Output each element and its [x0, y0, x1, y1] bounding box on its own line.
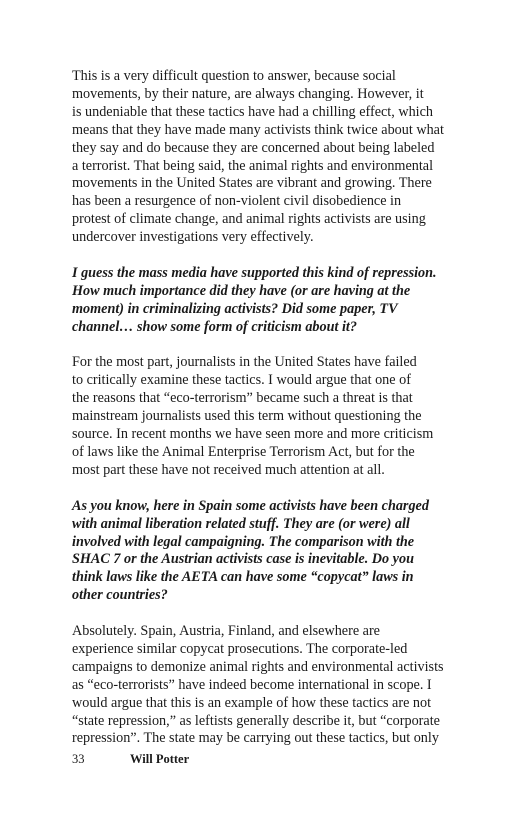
text-line: as “eco-terrorists” have indeed become international in scope. I [72, 676, 432, 693]
text-line: channel… show some form of criticism about it? [72, 318, 357, 335]
text-line: experience similar copycat prosecutions. The corporate-led [72, 640, 408, 657]
question-paragraph [72, 498, 462, 605]
text-line: they say and do because they are concerned about being labeled [72, 139, 435, 156]
text-line: has been a resurgence of non-violent civil disobedience in [72, 193, 402, 210]
text-line: protest of climate change, and animal rights activists are using [72, 211, 426, 228]
text-line: think laws like the AETA can have some “copycat” laws in [72, 569, 414, 586]
text-line: For the most part, journalists in the United States have failed [72, 354, 417, 371]
answer-paragraph [72, 623, 462, 748]
text-line: Absolutely. Spain, Austria, Finland, and elsewhere are [72, 623, 380, 640]
text-line: As you know, here in Spain some activists have been charged [72, 497, 429, 514]
text-line: SHAC 7 or the Austrian activists case is inevitable. Do you [72, 551, 414, 568]
text-line: campaigns to demonize animal rights and environmental activists [72, 658, 444, 675]
text-line: source. In recent months we have seen more and more criticism [72, 426, 434, 443]
author-name: Will Potter [130, 752, 190, 766]
text-line: movements, by their nature, are always changing. However, it [72, 85, 424, 102]
text-line: “state repression,” as leftists generally describe it, but “corporate [72, 712, 440, 729]
text-line: involved with legal campaigning. The comparison with the [72, 533, 415, 550]
text-line: to critically examine these tactics. I would argue that one of [72, 372, 411, 389]
text-line: How much importance did they have (or are having at the [72, 282, 411, 299]
text-line: would argue that this is an example of how these tactics are not [72, 694, 432, 711]
page-number: 33 [72, 752, 85, 766]
text-line: movements in the United States are vibrant and growing. There [72, 175, 432, 192]
text-line: the reasons that “eco-terrorism” became such a threat is that [72, 390, 413, 407]
text-line: undercover investigations very effectively. [72, 229, 314, 246]
text-line: is undeniable that these tactics have had a chilling effect, which [72, 103, 433, 120]
text-line: most part these have not received much attention at all. [72, 461, 385, 478]
text-line: I guess the mass media have supported this kind of repression. [72, 264, 437, 281]
page-body [72, 68, 462, 748]
text-line: repression”. The state may be carrying out these tactics, but only [72, 730, 439, 747]
question-paragraph [72, 265, 462, 337]
text-line: This is a very difficult question to answer, because social [72, 68, 396, 84]
text-line: with animal liberation related stuff. They are (or were) all [72, 515, 410, 532]
text-line: means that they have made many activists think twice about what [72, 121, 444, 138]
text-line: of laws like the Animal Enterprise Terrorism Act, but for the [72, 444, 415, 460]
text-line: other countries? [72, 587, 168, 604]
answer-paragraph [72, 68, 462, 247]
answer-paragraph [72, 354, 462, 479]
text-line: moment) in criminalizing activists? Did some paper, TV [72, 300, 398, 317]
text-line: a terrorist. That being said, the animal rights and environmental [72, 157, 434, 174]
text-line: mainstream journalists used this term without questioning the [72, 408, 422, 425]
